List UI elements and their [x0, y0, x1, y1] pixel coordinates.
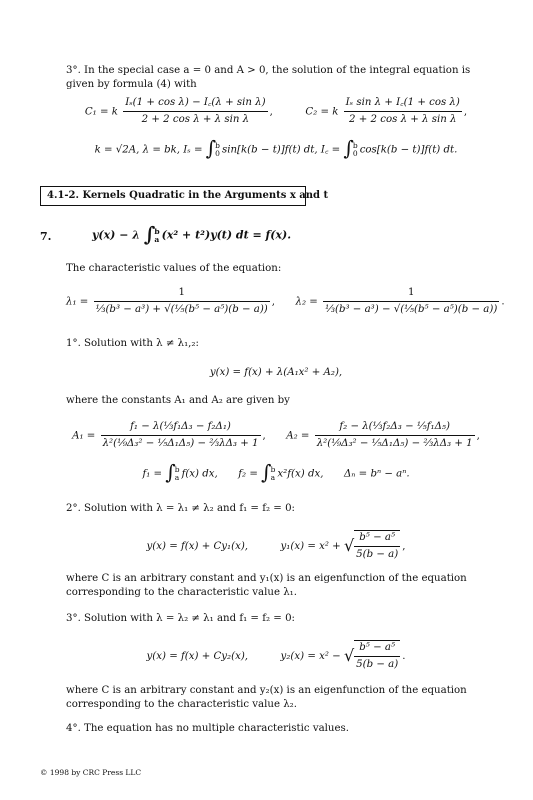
- a1-a2-formula: A₁ = $\frac{\text{f₁ − λ(⅓f₁Δ₃ − f₂Δ₁)}}{\text{λ²(⅑Δ₃² − ⅕Δ₁Δ₅) − ⅔λΔ₃ + 1}}$ , A₂ = $\frac{\text{f₂ − λ(⅓f₂Δ₃ − ⅕f₁Δ₅)}}{\text{λ²(⅑Δ₃² − ⅕Δ₁Δ₅) − ⅔λΔ₃ + 1}}$ ,: [72, 421, 480, 449]
- case1-heading: 1°. Solution with λ ≠ λ₁,₂:: [66, 338, 199, 349]
- a2-fraction: [315, 420, 475, 451]
- lambda2-lhs: λ₂ =: [295, 296, 318, 308]
- case2-root-numerator: b⁵ − a⁵: [354, 531, 400, 547]
- eq7-body: (x² + t²)y(t) dt = f(x).: [161, 228, 292, 242]
- case2-sol-lhs: y(x) = f(x) + Cy₁(x),: [146, 540, 249, 552]
- a2-numerator: f₂ − λ(⅓f₂Δ₃ − ⅕f₁Δ₅): [315, 420, 475, 436]
- case3-root-denominator: 5(b − a): [356, 658, 399, 670]
- a1-lhs: A₁ =: [72, 430, 96, 442]
- case2-solution: [66, 530, 486, 562]
- case2-note: where C is an arbitrary constant and y₁(x) is an eigenfunction of the equation corresponding to the characteristic value λ₁.: [66, 573, 467, 598]
- case3-solution: [66, 640, 486, 672]
- case2-punctuation: ,: [402, 540, 406, 552]
- ic-integrand: cos[k(b − t)]f(t) dt.: [359, 144, 458, 156]
- y2-lhs: y₂(x) = x² −: [280, 650, 341, 662]
- section-header: 4.1-2. Kernels Quadratic in the Arguments x and t: [40, 186, 306, 206]
- lambda1-denominator: ⅓(b³ − a³) + √(⅕(b⁵ − a⁵)(b − a)): [95, 303, 268, 315]
- c2-denominator: 2 + 2 cos λ + λ sin λ: [349, 113, 457, 125]
- c1-c2-formula: C₁ = k $\frac{\text{Iₛ(1 + cos λ) − I꜀(λ + sin λ)}}{\text{2 + 2 cos λ + λ sin λ}}$ , C₂ = k $\frac{\text{Iₛ sin λ + I꜀(1 + cos λ)}}{\text{2 + 2 cos λ + λ sin λ}}$ ,: [84, 97, 468, 125]
- f2-integrand: x²f(x) dx,: [277, 468, 324, 480]
- char-values-intro: The characteristic values of the equation:: [66, 263, 282, 274]
- a2-lhs: A₂ =: [286, 430, 310, 442]
- case1-solution: y(x) = f(x) + λ(A₁x² + A₂),: [209, 367, 343, 378]
- case4-text: 4°. The equation has no multiple characteristic values.: [66, 723, 349, 734]
- integral-limits: b 0: [352, 140, 358, 158]
- f2-lhs: f₂ =: [238, 468, 258, 480]
- integral-limits: b a: [154, 226, 160, 244]
- lambda1-lhs: λ₁ =: [66, 296, 89, 308]
- case2-root-denominator: 5(b − a): [356, 548, 399, 560]
- f1-lhs: f₁ =: [142, 468, 163, 480]
- integral-sign: ∫: [261, 460, 272, 484]
- y1-lhs: y₁(x) = x² +: [280, 540, 341, 552]
- a1-fraction: [101, 420, 261, 451]
- char-values-formula: λ₁ = $\frac{1}{\text{⅓(b³ − a³) + √(⅕(b⁵ − a⁵)(b − a))}}$ , λ₂ = $\frac{1}{\text{⅓(b³ − a³) − √(⅕(b⁵ − a⁵)(b − a))}}$ .: [66, 287, 505, 315]
- sqrt-icon: √: [343, 645, 355, 665]
- case3-sol-lhs: y(x) = f(x) + Cy₂(x),: [146, 650, 249, 662]
- lambda2-fraction: [323, 286, 499, 317]
- a1-numerator: f₁ − λ(⅓f₁Δ₃ − f₂Δ₁): [101, 420, 261, 436]
- lambda2-numerator: 1: [323, 286, 499, 302]
- case1-constants-intro: where the constants A₁ and A₂ are given by: [66, 395, 290, 406]
- integral-limits: b 0: [215, 140, 220, 158]
- integral-sign: ∫: [143, 222, 156, 246]
- copyright-footer: © 1998 by CRC Press LLC: [40, 768, 142, 777]
- k-definition: [66, 136, 486, 163]
- case3-punctuation: .: [402, 650, 406, 662]
- lambda1-numerator: 1: [94, 286, 270, 302]
- c1-fraction: [123, 96, 267, 127]
- integral-limits: b a: [174, 464, 180, 482]
- integral-limits: b a: [270, 464, 276, 482]
- a2-denominator: λ²(⅑Δ₃² − ⅕Δ₁Δ₅) − ⅔λΔ₃ + 1: [316, 437, 473, 449]
- delta-definition: Δₙ = bⁿ − aⁿ.: [343, 468, 410, 480]
- case3-heading: 3°. Solution with λ = λ₂ ≠ λ₁ and f₁ = f₂ = 0:: [66, 613, 295, 624]
- case3-root-fraction: [354, 640, 400, 672]
- lambda2-denominator: ⅓(b³ − a³) − √(⅕(b⁵ − a⁵)(b − a)): [325, 303, 498, 315]
- c1-lhs: C₁ = k: [84, 106, 118, 118]
- integral-sign: ∫: [165, 460, 176, 484]
- is-integrand: sin[k(b − t)]f(t) dt, I꜀ =: [221, 144, 341, 156]
- c1-numerator: Iₛ(1 + cos λ) − I꜀(λ + sin λ): [123, 96, 267, 112]
- equation-number: 7.: [40, 230, 52, 243]
- f1-integrand: f(x) dx,: [181, 468, 218, 480]
- case2-heading: 2°. Solution with λ = λ₁ ≠ λ₂ and f₁ = f₂ = 0:: [66, 503, 295, 514]
- c2-numerator: Iₛ sin λ + I꜀(1 + cos λ): [344, 96, 462, 112]
- intro-paragraph: 3°. In the special case a = 0 and A > 0, the solution of the integral equation is given by formula (4) with: [66, 65, 471, 90]
- integral-sign: ∫: [343, 136, 354, 160]
- a1-denominator: λ²(⅑Δ₃² − ⅕Δ₁Δ₅) − ⅔λΔ₃ + 1: [102, 437, 259, 449]
- case3-note: where C is an arbitrary constant and y₂(x) is an eigenfunction of the equation corresponding to the characteristic value λ₂.: [66, 685, 467, 710]
- case3-root-numerator: b⁵ − a⁵: [354, 641, 400, 657]
- integral-sign: ∫: [205, 136, 217, 160]
- sqrt-icon: √: [343, 535, 355, 555]
- case2-root-fraction: [354, 530, 400, 562]
- c1-denominator: 2 + 2 cos λ + λ sin λ: [141, 113, 250, 125]
- f1-f2-delta-formula: [66, 460, 486, 487]
- equation-7: [92, 222, 291, 249]
- c2-lhs: C₂ = k: [305, 106, 339, 118]
- lambda1-fraction: [94, 286, 270, 317]
- eq7-lhs: y(x) − λ: [92, 228, 140, 242]
- c2-fraction: [344, 96, 462, 127]
- k-def-text: k = √2A, λ = bk, Iₛ =: [94, 144, 203, 156]
